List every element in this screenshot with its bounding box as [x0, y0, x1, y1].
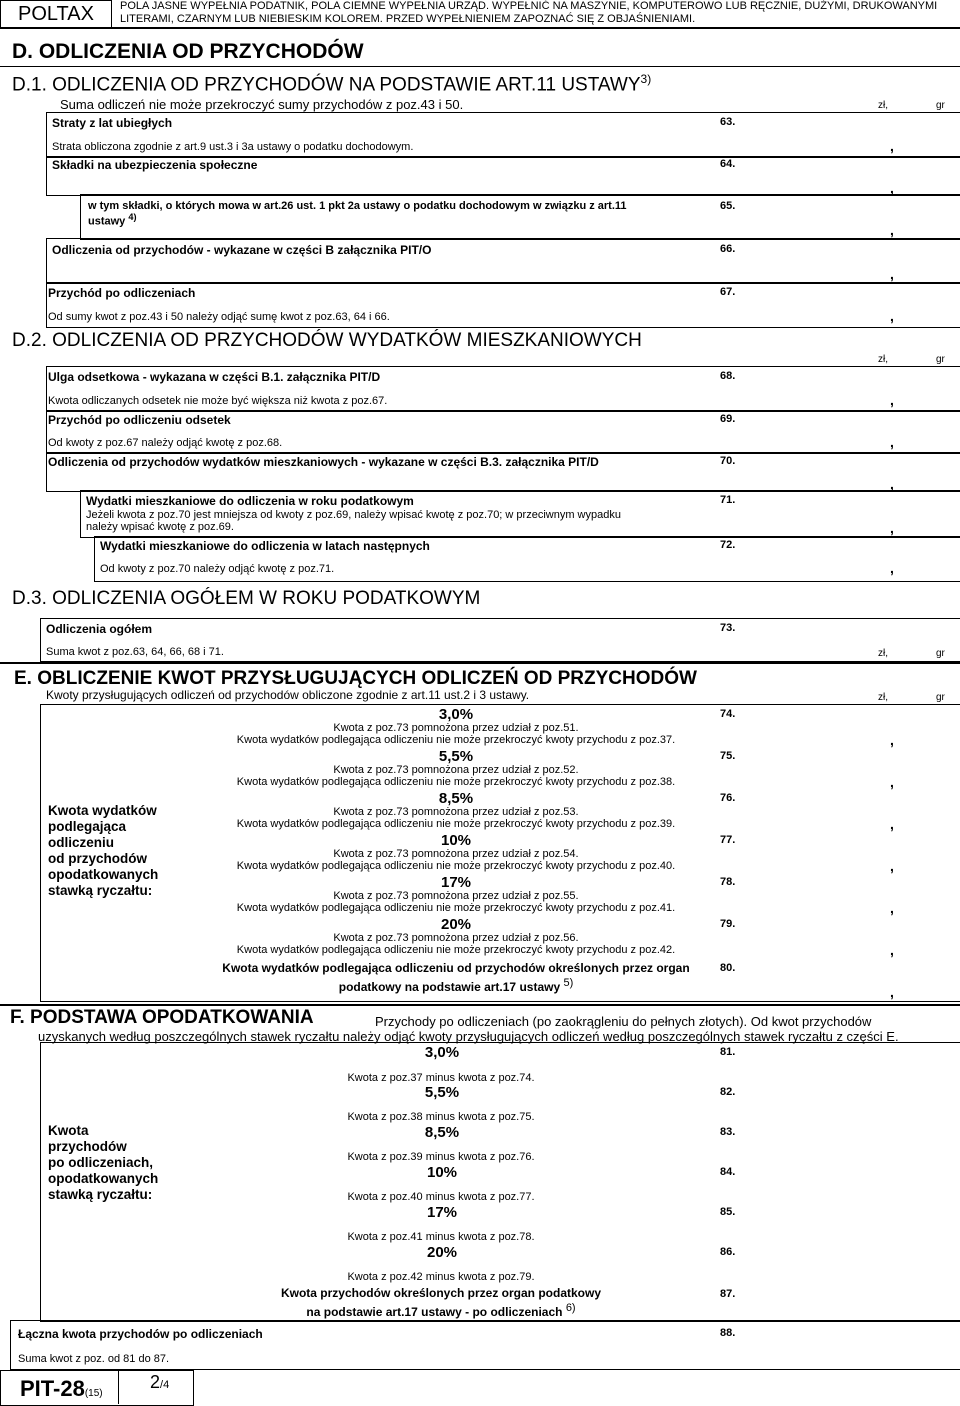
field-64-label: Składki na ubezpieczenia społeczne — [52, 158, 258, 172]
decimal-comma: , — [890, 520, 894, 536]
field-74-input[interactable] — [718, 706, 960, 748]
section-f-intro-1: Przychody po odliczeniach (po zaokrągleniu do pełnych złotych). Od kwot przychodów — [375, 1014, 872, 1029]
field-88-input[interactable] — [718, 1320, 960, 1368]
footnote-marker: 5) — [563, 977, 574, 989]
field-81-input[interactable] — [718, 1044, 960, 1084]
decimal-comma: , — [890, 266, 894, 282]
field-65-label — [88, 200, 708, 228]
decimal-comma: , — [890, 774, 894, 790]
f-row-84 — [196, 1164, 716, 1204]
rate-label: 10% — [426, 1164, 458, 1181]
section-e-title: E. OBLICZENIE KWOT PRZYSŁUGUJĄCYCH ODLICZEŃ OD PRZYCHODÓW — [14, 668, 697, 689]
row-note-1: Kwota z poz.73 pomnożona przez udział z poz.52. — [333, 764, 579, 776]
field-69-number: 69. — [720, 413, 736, 425]
decimal-comma: , — [890, 984, 894, 1000]
divider — [0, 662, 960, 664]
field-71-input[interactable] — [718, 490, 960, 536]
side-label-line: stawką ryczałtu: — [48, 1187, 153, 1202]
row-note-2: Kwota wydatków podlegająca odliczeniu nie może przekroczyć kwoty przychodu z poz.42. — [236, 944, 676, 956]
rate-label: 5,5% — [424, 1084, 460, 1101]
field-68-input[interactable] — [718, 366, 960, 410]
field-84-number: 84. — [720, 1166, 736, 1178]
row-note-1: Kwota z poz.73 pomnożona przez udział z poz.51. — [333, 722, 579, 734]
rate-label: 3,0% — [424, 1044, 460, 1061]
side-label-line: opodatkowanych — [48, 867, 159, 882]
row-note-2: Kwota wydatków podlegająca odliczeniu nie może przekroczyć kwoty przychodu z poz.40. — [236, 860, 676, 872]
field-84-input[interactable] — [718, 1164, 960, 1204]
field-73-input[interactable] — [718, 618, 960, 660]
field-87-input[interactable] — [718, 1284, 960, 1320]
field-77-number: 77. — [720, 834, 736, 846]
footer-page — [150, 1372, 169, 1393]
row-note-2: Kwota wydatków podlegająca odliczeniu nie może przekroczyć kwoty przychodu z poz.38. — [236, 776, 676, 788]
field-66-label: Odliczenia od przychodów - wykazane w części B załącznika PIT/O — [52, 243, 432, 257]
footer-divider — [118, 1370, 120, 1404]
decimal-comma: , — [890, 732, 894, 748]
unit-zl: zł, — [878, 648, 888, 659]
field-63-number: 63. — [720, 116, 736, 128]
section-d1-title-text: D.1. ODLICZENIA OD PRZYCHODÓW NA PODSTAWIE ART.11 USTAWY — [12, 74, 641, 96]
e-row-80 — [196, 961, 716, 995]
field-86-number: 86. — [720, 1246, 736, 1258]
field-71-label: Wydatki mieszkaniowe do odliczenia w roku podatkowym — [86, 494, 414, 508]
instructions-line-2: LITERAMI, CZARNYM LUB NIEBIESKIM KOLOREM. PRZED WYPEŁNIENIEM ZAPOZNAĆ SIĘ Z OBJAŚNIENIAMI. — [120, 13, 696, 25]
field-73-number: 73. — [720, 622, 736, 634]
field-69-input[interactable] — [718, 410, 960, 452]
field-71-note-2: należy wpisać kwotę z poz.69. — [86, 521, 234, 533]
side-label-line: Kwota wydatków — [48, 803, 157, 818]
footnote-marker: 3) — [640, 72, 652, 86]
field-68-note: Kwota odliczanych odsetek nie może być większa niż kwota z poz.67. — [48, 395, 388, 407]
decimal-comma: , — [890, 434, 894, 450]
e-row-75 — [196, 748, 716, 790]
field-72-label: Wydatki mieszkaniowe do odliczenia w latach następnych — [100, 539, 430, 553]
field-76-number: 76. — [720, 792, 736, 804]
field-72-number: 72. — [720, 539, 736, 551]
e-row-78 — [196, 874, 716, 916]
header-divider — [0, 27, 960, 29]
row-note-2: Kwota wydatków podlegająca odliczeniu nie może przekroczyć kwoty przychodu z poz.39. — [236, 818, 676, 830]
field-76-input[interactable] — [718, 790, 960, 832]
rate-label: 17% — [440, 874, 472, 891]
field-63-input[interactable] — [718, 112, 960, 156]
section-f-side-label — [48, 1123, 198, 1203]
field-73-note: Suma kwot z poz.63, 64, 66, 68 i 71. — [46, 646, 224, 658]
decimal-comma: , — [890, 308, 894, 324]
unit-zl: zł, — [878, 100, 888, 111]
field-68-number: 68. — [720, 370, 736, 382]
field-82-input[interactable] — [718, 1084, 960, 1124]
field-66-number: 66. — [720, 243, 736, 255]
row-87-line-1: Kwota przychodów określonych przez organ podatkowy — [280, 1286, 602, 1300]
field-75-input[interactable] — [718, 748, 960, 790]
unit-gr: gr — [936, 354, 945, 365]
f-row-87 — [196, 1286, 686, 1320]
row-note: Kwota z poz.42 minus kwota z poz.79. — [347, 1271, 535, 1283]
side-label-line: opodatkowanych — [48, 1171, 159, 1186]
section-d-title: D. ODLICZENIA OD PRZYCHODÓW — [12, 40, 364, 63]
unit-zl: zł, — [878, 692, 888, 703]
decimal-comma: , — [890, 138, 894, 154]
field-67-input[interactable] — [718, 282, 960, 326]
field-66-input[interactable] — [718, 238, 960, 282]
field-75-number: 75. — [720, 750, 736, 762]
d1-note: Suma odliczeń nie może przekroczyć sumy przychodów z poz.43 i 50. — [60, 97, 464, 112]
field-79-input[interactable] — [718, 916, 960, 958]
instructions — [120, 0, 955, 26]
rate-label: 8,5% — [438, 790, 474, 807]
field-81-number: 81. — [720, 1046, 736, 1058]
section-d2-title: D.2. ODLICZENIA OD PRZYCHODÓW WYDATKÓW MIESZKANIOWYCH — [12, 330, 642, 351]
field-65-number: 65. — [720, 200, 736, 212]
footnote-marker: 6) — [565, 1302, 576, 1314]
e-row-79 — [196, 916, 716, 958]
field-67-number: 67. — [720, 286, 736, 298]
row-note: Kwota z poz.37 minus kwota z poz.74. — [347, 1072, 535, 1084]
side-label-line: przychodów — [48, 1139, 127, 1154]
field-78-input[interactable] — [718, 874, 960, 916]
field-80-input[interactable] — [718, 958, 960, 1000]
field-74-number: 74. — [720, 708, 736, 720]
unit-gr: gr — [936, 100, 945, 111]
field-80-number: 80. — [720, 962, 736, 974]
e-row-77 — [196, 832, 716, 874]
field-73-label: Odliczenia ogółem — [46, 622, 153, 636]
field-67-note: Od sumy kwot z poz.43 i 50 należy odjąć sumę kwot z poz.63, 64 i 66. — [48, 311, 390, 323]
field-79-number: 79. — [720, 918, 736, 930]
section-f-intro-2: uzyskanych według poszczególnych stawek ryczałtu należy odjąć kwoty przysługujących odliczeń według poszczególnych stawek ryczałtu z części E. — [38, 1029, 899, 1044]
rate-label: 5,5% — [438, 748, 474, 765]
field-72-note: Od kwoty z poz.70 należy odjąć kwotę z poz.71. — [100, 563, 335, 575]
f-row-83 — [196, 1124, 716, 1164]
rate-label: 8,5% — [424, 1124, 460, 1141]
field-67-label: Przychód po odliczeniach — [48, 286, 196, 300]
field-65-label-text-2: ustawy — [88, 215, 126, 228]
f-row-85 — [196, 1204, 716, 1244]
side-label-line: Kwota — [48, 1123, 89, 1138]
form-name: PIT-28 — [20, 1376, 85, 1401]
footnote-marker: 4) — [128, 212, 137, 222]
row-note-2: Kwota wydatków podlegająca odliczeniu nie może przekroczyć kwoty przychodu z poz.37. — [236, 734, 676, 746]
field-88-number: 88. — [720, 1327, 736, 1339]
decimal-comma: , — [890, 392, 894, 408]
field-85-input[interactable] — [718, 1204, 960, 1244]
page-number: 2 — [150, 1372, 161, 1392]
field-82-number: 82. — [720, 1086, 736, 1098]
field-83-number: 83. — [720, 1126, 736, 1138]
field-77-input[interactable] — [718, 832, 960, 874]
decimal-comma: , — [890, 180, 894, 196]
decimal-comma: , — [890, 222, 894, 238]
field-87-number: 87. — [720, 1288, 736, 1300]
field-65-label-text: w tym składki, o których mowa w art.26 ust. 1 pkt 2a ustawy o podatku dochodowym w związku z art.11 — [88, 200, 627, 212]
side-label-line: po odliczeniach, — [48, 1155, 154, 1170]
section-d3-title: D.3. ODLICZENIA OGÓŁEM W ROKU PODATKOWYM — [12, 588, 481, 609]
rate-label: 20% — [426, 1244, 458, 1261]
field-70-label: Odliczenia od przychodów wydatków mieszkaniowych - wykazane w części B.3. załącznika PIT/D — [48, 455, 599, 469]
field-69-note: Od kwoty z poz.67 należy odjąć kwotę z poz.68. — [48, 437, 283, 449]
page-total: /4 — [160, 1379, 170, 1391]
rate-label: 10% — [440, 832, 472, 849]
decimal-comma: , — [890, 816, 894, 832]
row-80-line-2: podatkowy na podstawie art.17 ustawy — [338, 980, 561, 994]
field-65-input[interactable] — [718, 194, 960, 238]
row-note: Kwota z poz.41 minus kwota z poz.78. — [347, 1231, 535, 1243]
side-label-line: od przychodów — [48, 851, 147, 866]
e-row-74 — [196, 706, 716, 748]
rate-label: 3,0% — [438, 706, 474, 723]
field-88-label: Łączna kwota przychodów po odliczeniach — [18, 1327, 263, 1341]
section-f-title: F. PODSTAWA OPODATKOWANIA — [10, 1007, 314, 1028]
field-63-note: Strata obliczona zgodnie z art.9 ust.3 i 3a ustawy o podatku dochodowym. — [52, 141, 414, 153]
field-72-input[interactable] — [718, 536, 960, 580]
footer-form-id — [20, 1376, 103, 1402]
row-80-line-1: Kwota wydatków podlegająca odliczeniu od przychodów określonych przez organ — [222, 961, 690, 975]
field-83-input[interactable] — [718, 1124, 960, 1164]
field-69-label: Przychód po odliczeniu odsetek — [48, 413, 231, 427]
rate-label: 20% — [440, 916, 472, 933]
field-63-label: Straty z lat ubiegłych — [52, 116, 173, 130]
brand-logo: POLTAX — [0, 0, 112, 28]
row-87-line-2: na podstawie art.17 ustawy - po odliczeniach — [306, 1305, 563, 1319]
section-e-side-label — [48, 803, 198, 899]
field-71-note-1: Jeżeli kwota z poz.70 jest mniejsza od kwoty z poz.69, należy wpisać kwotę z poz.70; w przeciwnym wypadku — [86, 509, 621, 521]
decimal-comma: , — [890, 476, 894, 492]
f-row-82 — [196, 1084, 716, 1124]
decimal-comma: , — [890, 942, 894, 958]
field-78-number: 78. — [720, 876, 736, 888]
rate-label: 17% — [426, 1204, 458, 1221]
divider — [0, 1004, 960, 1006]
decimal-comma: , — [890, 560, 894, 576]
field-70-input[interactable] — [718, 452, 960, 490]
section-e-subtitle: Kwoty przysługujących odliczeń od przychodów obliczone zgodnie z art.11 ust.2 i 3 ustawy. — [46, 688, 530, 702]
section-d1-title — [12, 72, 651, 96]
instructions-line-1: POLA JASNE WYPEŁNIA PODATNIK, POLA CIEMNE WYPEŁNIA URZĄD. WYPEŁNIĆ NA MASZYNIE, KOMPUTEROWO LUB RĘCZNIE, DUŻYMI, DRUKOWANYMI — [120, 0, 938, 12]
form-version: (15) — [84, 1388, 103, 1399]
row-note-2: Kwota wydatków podlegająca odliczeniu nie może przekroczyć kwoty przychodu z poz.41. — [236, 902, 676, 914]
divider — [0, 66, 960, 67]
e-row-76 — [196, 790, 716, 832]
field-86-input[interactable] — [718, 1244, 960, 1284]
unit-gr: gr — [936, 692, 945, 703]
row-note-1: Kwota z poz.73 pomnożona przez udział z poz.54. — [333, 848, 579, 860]
unit-zl: zł, — [878, 354, 888, 365]
unit-gr: gr — [936, 648, 945, 659]
field-64-number: 64. — [720, 158, 736, 170]
field-68-label: Ulga odsetkowa - wykazana w części B.1. załącznika PIT/D — [48, 370, 381, 384]
field-88-note: Suma kwot z poz. od 81 do 87. — [18, 1353, 170, 1365]
decimal-comma: , — [890, 858, 894, 874]
field-70-number: 70. — [720, 455, 736, 467]
decimal-comma: , — [890, 900, 894, 916]
row-note-1: Kwota z poz.73 pomnożona przez udział z poz.55. — [333, 890, 579, 902]
row-note: Kwota z poz.39 minus kwota z poz.76. — [347, 1151, 535, 1163]
row-note: Kwota z poz.40 minus kwota z poz.77. — [347, 1191, 535, 1203]
field-64-input[interactable] — [718, 156, 960, 194]
field-71-number: 71. — [720, 494, 736, 506]
side-label-line: podlegająca — [48, 819, 127, 834]
field-71-note — [86, 509, 706, 533]
f-row-86 — [196, 1244, 716, 1284]
row-note: Kwota z poz.38 minus kwota z poz.75. — [347, 1111, 535, 1123]
f-row-81 — [196, 1044, 716, 1084]
field-85-number: 85. — [720, 1206, 736, 1218]
side-label-line: stawką ryczałtu: — [48, 883, 153, 898]
row-note-1: Kwota z poz.73 pomnożona przez udział z poz.53. — [333, 806, 579, 818]
row-note-1: Kwota z poz.73 pomnożona przez udział z poz.56. — [333, 932, 579, 944]
side-label-line: odliczeniu — [48, 835, 115, 850]
